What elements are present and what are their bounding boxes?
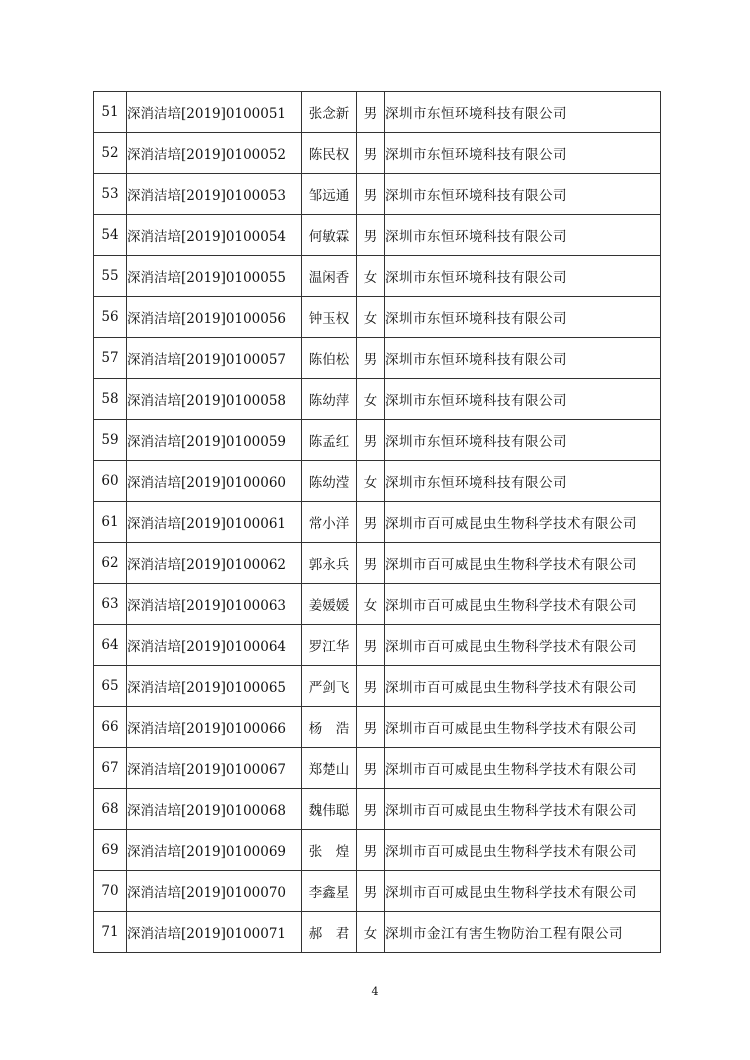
trainee-gender: 男 [357, 830, 385, 871]
trainee-gender: 女 [357, 461, 385, 502]
row-number: 66 [94, 707, 127, 748]
row-number: 65 [94, 666, 127, 707]
certificate-number: 深消洁培[2019]0100071 [127, 912, 302, 953]
row-number: 69 [94, 830, 127, 871]
trainee-gender: 女 [357, 912, 385, 953]
table-row [94, 584, 661, 625]
trainee-table [93, 91, 661, 953]
table-row [94, 133, 661, 174]
company-name: 深圳市东恒环境科技有限公司 [385, 379, 661, 420]
row-number: 70 [94, 871, 127, 912]
certificate-number: 深消洁培[2019]0100055 [127, 256, 302, 297]
row-number: 60 [94, 461, 127, 502]
row-number: 54 [94, 215, 127, 256]
company-name: 深圳市百可威昆虫生物科学技术有限公司 [385, 625, 661, 666]
trainee-name: 严剑飞 [302, 666, 357, 707]
company-name: 深圳市东恒环境科技有限公司 [385, 256, 661, 297]
trainee-name: 郑楚山 [302, 748, 357, 789]
certificate-number: 深消洁培[2019]0100059 [127, 420, 302, 461]
company-name: 深圳市百可威昆虫生物科学技术有限公司 [385, 543, 661, 584]
company-name: 深圳市百可威昆虫生物科学技术有限公司 [385, 871, 661, 912]
trainee-gender: 男 [357, 338, 385, 379]
table-row [94, 543, 661, 584]
trainee-name: 陈孟红 [302, 420, 357, 461]
row-number: 71 [94, 912, 127, 953]
company-name: 深圳市东恒环境科技有限公司 [385, 133, 661, 174]
trainee-gender: 男 [357, 789, 385, 830]
trainee-gender: 男 [357, 871, 385, 912]
row-number: 59 [94, 420, 127, 461]
page-number: 4 [371, 985, 379, 998]
trainee-name: 李鑫星 [302, 871, 357, 912]
company-name: 深圳市百可威昆虫生物科学技术有限公司 [385, 830, 661, 871]
table-row [94, 215, 661, 256]
trainee-gender: 女 [357, 379, 385, 420]
row-number: 55 [94, 256, 127, 297]
trainee-gender: 男 [357, 174, 385, 215]
certificate-number: 深消洁培[2019]0100060 [127, 461, 302, 502]
row-number: 63 [94, 584, 127, 625]
row-number: 51 [94, 92, 127, 133]
trainee-name: 张 煌 [302, 830, 357, 871]
certificate-number: 深消洁培[2019]0100056 [127, 297, 302, 338]
company-name: 深圳市百可威昆虫生物科学技术有限公司 [385, 748, 661, 789]
table-row [94, 707, 661, 748]
company-name: 深圳市百可威昆虫生物科学技术有限公司 [385, 789, 661, 830]
trainee-gender: 男 [357, 133, 385, 174]
table-row [94, 338, 661, 379]
table-row [94, 92, 661, 133]
row-number: 52 [94, 133, 127, 174]
company-name: 深圳市金江有害生物防治工程有限公司 [385, 912, 661, 953]
row-number: 53 [94, 174, 127, 215]
trainee-name: 常小洋 [302, 502, 357, 543]
trainee-name: 陈幼萍 [302, 379, 357, 420]
company-name: 深圳市百可威昆虫生物科学技术有限公司 [385, 584, 661, 625]
table-row [94, 666, 661, 707]
certificate-number: 深消洁培[2019]0100061 [127, 502, 302, 543]
trainee-name: 温闲香 [302, 256, 357, 297]
trainee-name: 何敏霖 [302, 215, 357, 256]
trainee-gender: 男 [357, 92, 385, 133]
trainee-table-body [94, 92, 661, 953]
certificate-number: 深消洁培[2019]0100058 [127, 379, 302, 420]
certificate-number: 深消洁培[2019]0100066 [127, 707, 302, 748]
trainee-name: 郝 君 [302, 912, 357, 953]
row-number: 58 [94, 379, 127, 420]
trainee-name: 陈幼滢 [302, 461, 357, 502]
trainee-gender: 男 [357, 502, 385, 543]
table-row [94, 420, 661, 461]
table-row [94, 461, 661, 502]
table-row [94, 174, 661, 215]
company-name: 深圳市百可威昆虫生物科学技术有限公司 [385, 707, 661, 748]
certificate-number: 深消洁培[2019]0100064 [127, 625, 302, 666]
trainee-gender: 男 [357, 666, 385, 707]
certificate-number: 深消洁培[2019]0100053 [127, 174, 302, 215]
company-name: 深圳市东恒环境科技有限公司 [385, 338, 661, 379]
trainee-name: 张念新 [302, 92, 357, 133]
row-number: 64 [94, 625, 127, 666]
table-row [94, 748, 661, 789]
trainee-name: 钟玉权 [302, 297, 357, 338]
trainee-name: 陈伯松 [302, 338, 357, 379]
certificate-number: 深消洁培[2019]0100054 [127, 215, 302, 256]
trainee-name: 杨 浩 [302, 707, 357, 748]
trainee-gender: 男 [357, 625, 385, 666]
table-row [94, 502, 661, 543]
certificate-number: 深消洁培[2019]0100052 [127, 133, 302, 174]
certificate-number: 深消洁培[2019]0100067 [127, 748, 302, 789]
company-name: 深圳市东恒环境科技有限公司 [385, 420, 661, 461]
trainee-name: 郭永兵 [302, 543, 357, 584]
table-row [94, 871, 661, 912]
trainee-name: 陈民权 [302, 133, 357, 174]
trainee-gender: 男 [357, 215, 385, 256]
row-number: 68 [94, 789, 127, 830]
certificate-number: 深消洁培[2019]0100057 [127, 338, 302, 379]
company-name: 深圳市东恒环境科技有限公司 [385, 174, 661, 215]
trainee-gender: 男 [357, 543, 385, 584]
certificate-number: 深消洁培[2019]0100069 [127, 830, 302, 871]
trainee-name: 罗江华 [302, 625, 357, 666]
company-name: 深圳市东恒环境科技有限公司 [385, 461, 661, 502]
table-row [94, 830, 661, 871]
row-number: 57 [94, 338, 127, 379]
trainee-gender: 女 [357, 297, 385, 338]
table-row [94, 625, 661, 666]
table-row [94, 297, 661, 338]
table-row [94, 912, 661, 953]
row-number: 67 [94, 748, 127, 789]
company-name: 深圳市百可威昆虫生物科学技术有限公司 [385, 666, 661, 707]
certificate-number: 深消洁培[2019]0100068 [127, 789, 302, 830]
row-number: 61 [94, 502, 127, 543]
table-row [94, 379, 661, 420]
trainee-gender: 女 [357, 584, 385, 625]
trainee-gender: 女 [357, 256, 385, 297]
company-name: 深圳市东恒环境科技有限公司 [385, 92, 661, 133]
row-number: 56 [94, 297, 127, 338]
trainee-gender: 男 [357, 748, 385, 789]
trainee-name: 邹远通 [302, 174, 357, 215]
certificate-number: 深消洁培[2019]0100062 [127, 543, 302, 584]
certificate-number: 深消洁培[2019]0100051 [127, 92, 302, 133]
trainee-gender: 男 [357, 420, 385, 461]
certificate-number: 深消洁培[2019]0100070 [127, 871, 302, 912]
company-name: 深圳市百可威昆虫生物科学技术有限公司 [385, 502, 661, 543]
certificate-number: 深消洁培[2019]0100065 [127, 666, 302, 707]
table-row [94, 789, 661, 830]
company-name: 深圳市东恒环境科技有限公司 [385, 215, 661, 256]
trainee-name: 姜媛媛 [302, 584, 357, 625]
row-number: 62 [94, 543, 127, 584]
trainee-name: 魏伟聪 [302, 789, 357, 830]
table-row [94, 256, 661, 297]
trainee-gender: 男 [357, 707, 385, 748]
company-name: 深圳市东恒环境科技有限公司 [385, 297, 661, 338]
certificate-number: 深消洁培[2019]0100063 [127, 584, 302, 625]
